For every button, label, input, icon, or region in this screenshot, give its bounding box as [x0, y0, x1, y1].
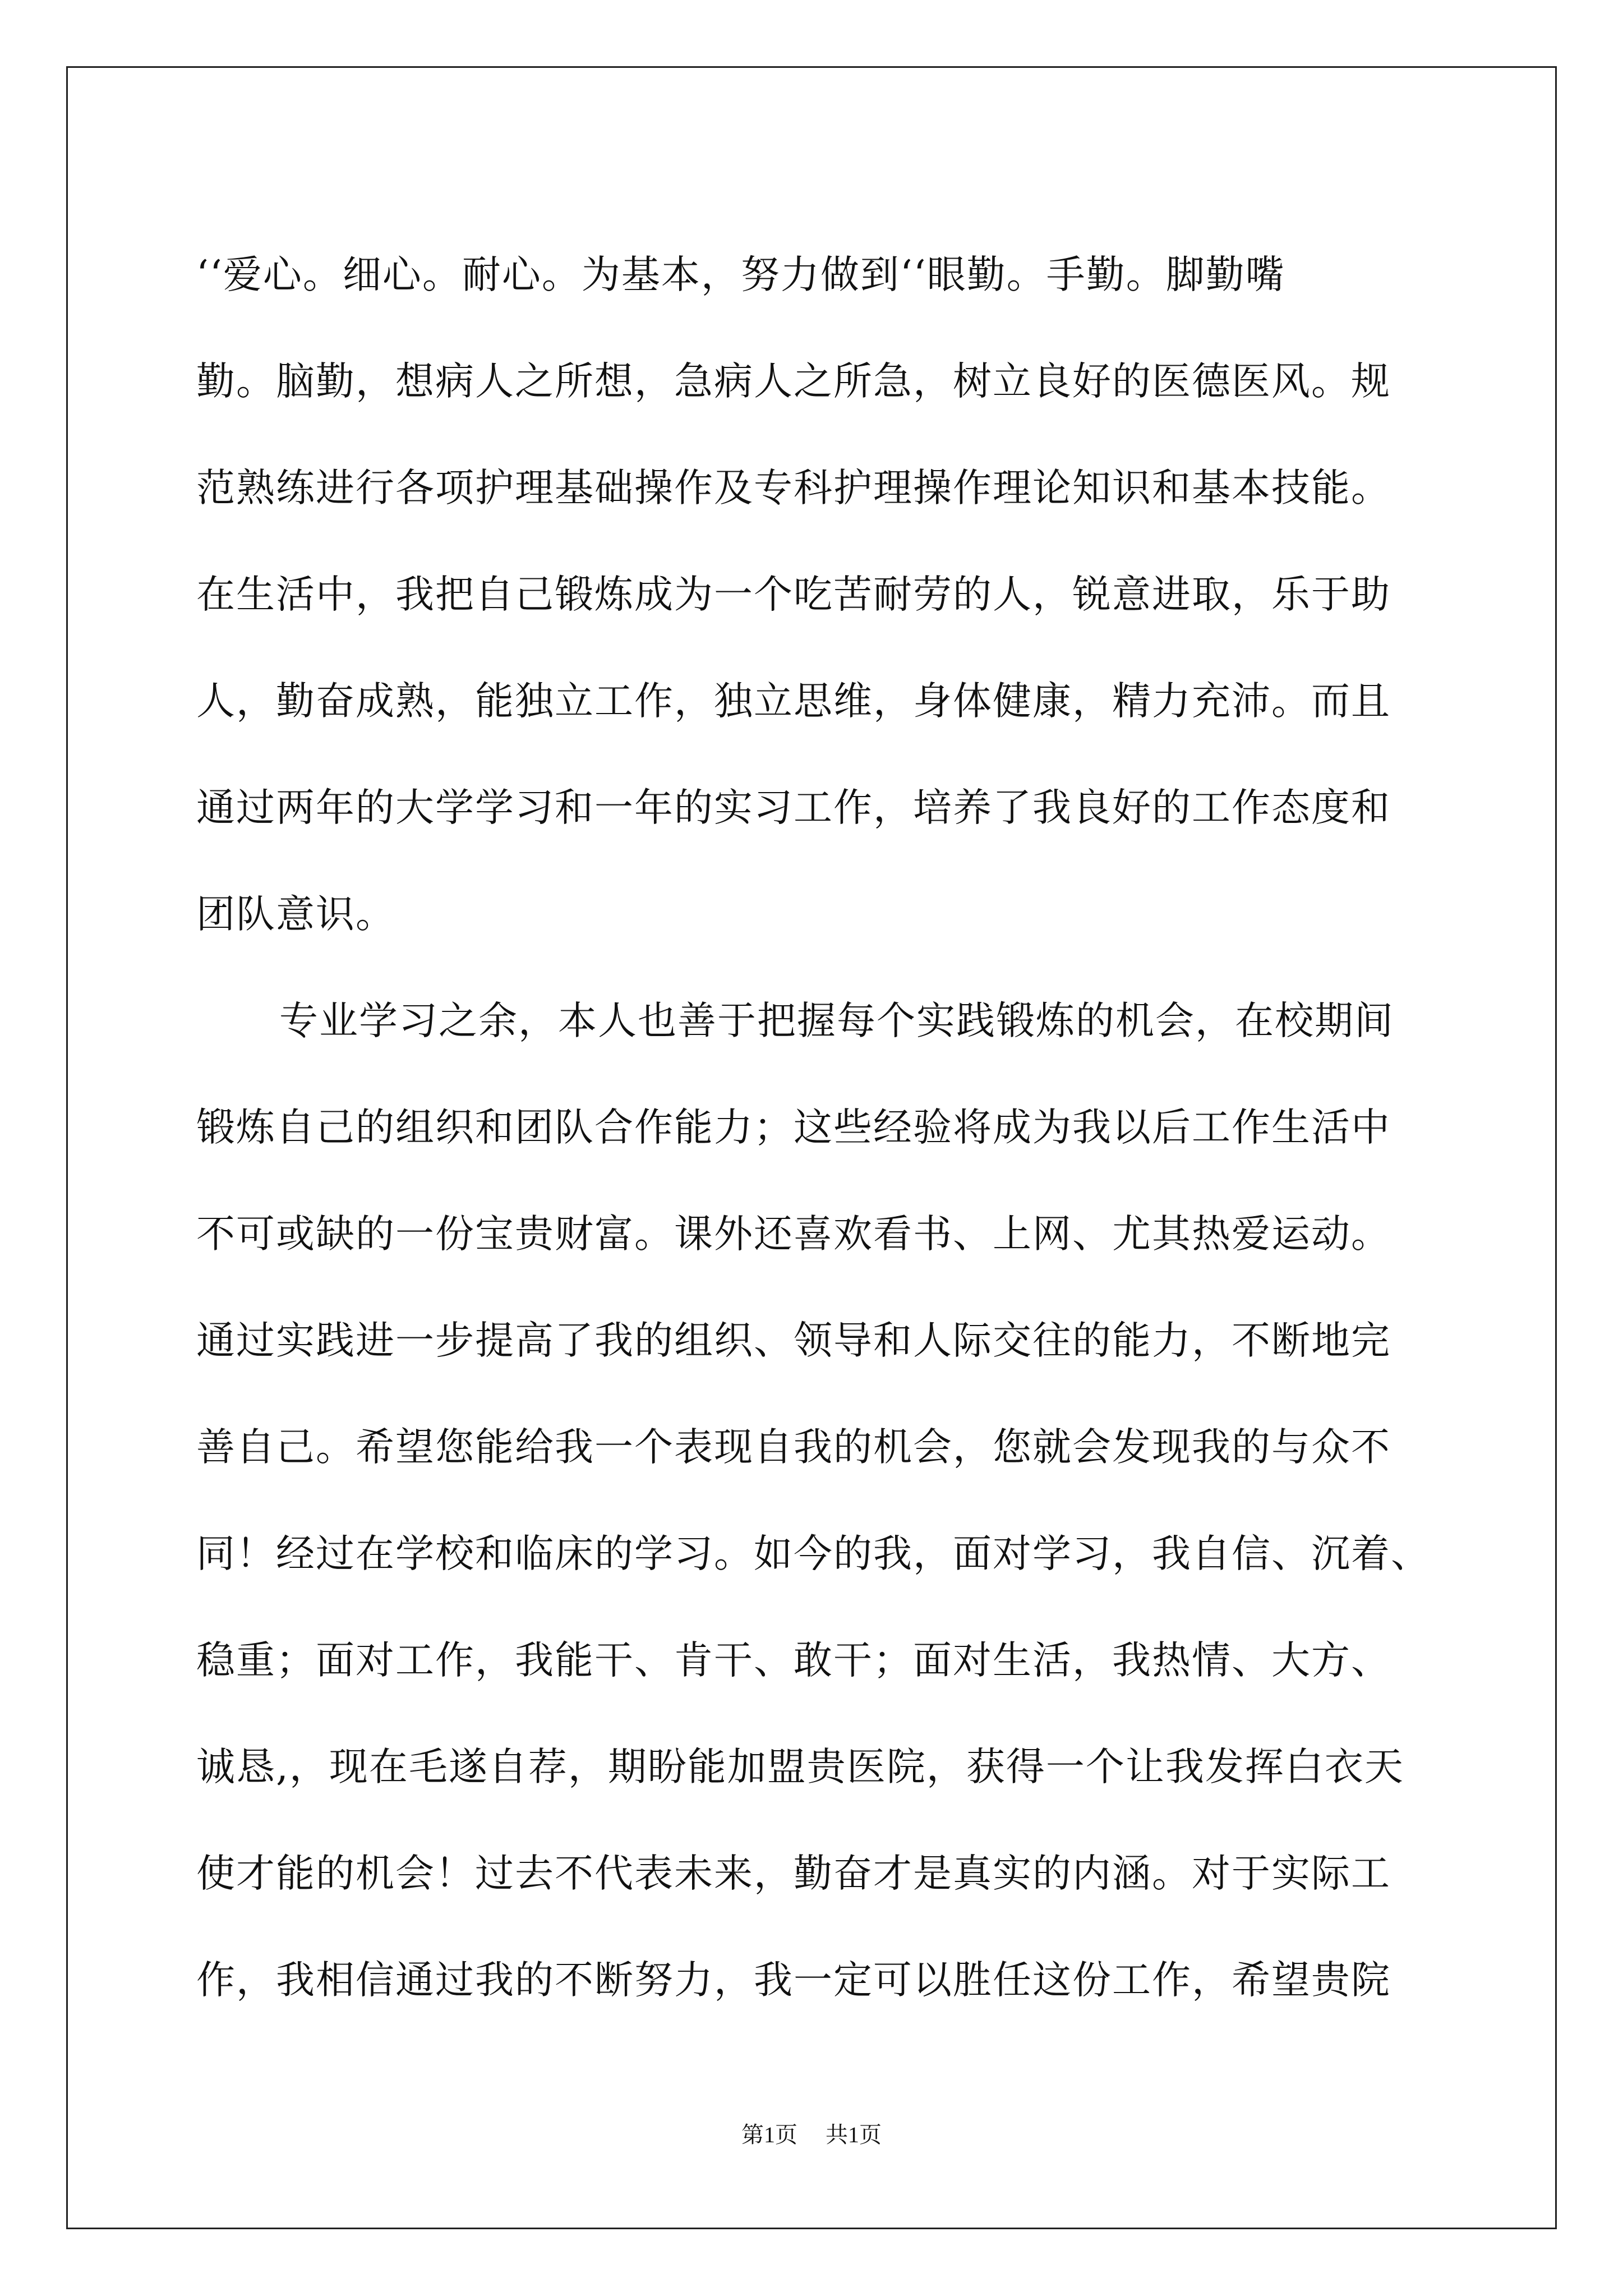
text-line: ‘‘爱心。细心。耐心。为基本，努力做到‘‘眼勤。手勤。脚勤嘴 — [196, 252, 1285, 297]
page-footer — [0, 2121, 1623, 2149]
text-line: 通过两年的大学学习和一年的实习工作，培养了我良好的工作态度和 — [196, 785, 1391, 830]
page-number: 第1页 — [741, 2122, 797, 2147]
text-line: 诚恳,，现在毛遂自荐，期盼能加盟贵医院，获得一个让我发挥白衣天 — [196, 1745, 1404, 1789]
text-line: 专业学习之余，本人也善于把握每个实践锻炼的机会，在校期间 — [279, 999, 1394, 1043]
text-line: 作，我相信通过我的不断努力，我一定可以胜任这份工作，希望贵院 — [196, 1958, 1391, 2003]
text-line: 通过实践进一步提高了我的组织、领导和人际交往的能力，不断地完 — [196, 1318, 1391, 1363]
text-line: 团队意识。 — [196, 892, 395, 937]
text-line: 锻炼自己的组织和团队合作能力；这些经验将成为我以后工作生活中 — [196, 1105, 1391, 1150]
text-line: 善自己。希望您能给我一个表现自我的机会，您就会发现我的与众不 — [196, 1425, 1391, 1470]
text-line: 在生活中，我把自己锻炼成为一个吃苦耐劳的人，锐意进取，乐于助 — [196, 572, 1391, 617]
document-body — [196, 222, 1469, 2033]
text-line: 使才能的机会！过去不代表未来，勤奋才是真实的内涵。对于实际工 — [196, 1851, 1391, 1896]
text-line: 同！经过在学校和临床的学习。如今的我，面对学习，我自信、沉着、 — [196, 1531, 1431, 1576]
paragraph-2 — [196, 968, 1469, 2033]
page-total: 共1页 — [826, 2122, 882, 2147]
text-line: 勤。脑勤，想病人之所想，急病人之所急，树立良好的医德医风。规 — [196, 359, 1391, 404]
text-line: 范熟练进行各项护理基础操作及专科护理操作理论知识和基本技能。 — [196, 466, 1391, 510]
text-line: 人，勤奋成熟，能独立工作，独立思维，身体健康，精力充沛。而且 — [196, 679, 1391, 724]
paragraph-1 — [196, 222, 1469, 968]
text-line: 不可或缺的一份宝贵财富。课外还喜欢看书、上网、尤其热爱运动。 — [196, 1212, 1391, 1257]
text-line: 稳重；面对工作，我能干、肯干、敢干；面对生活，我热情、大方、 — [196, 1638, 1391, 1683]
